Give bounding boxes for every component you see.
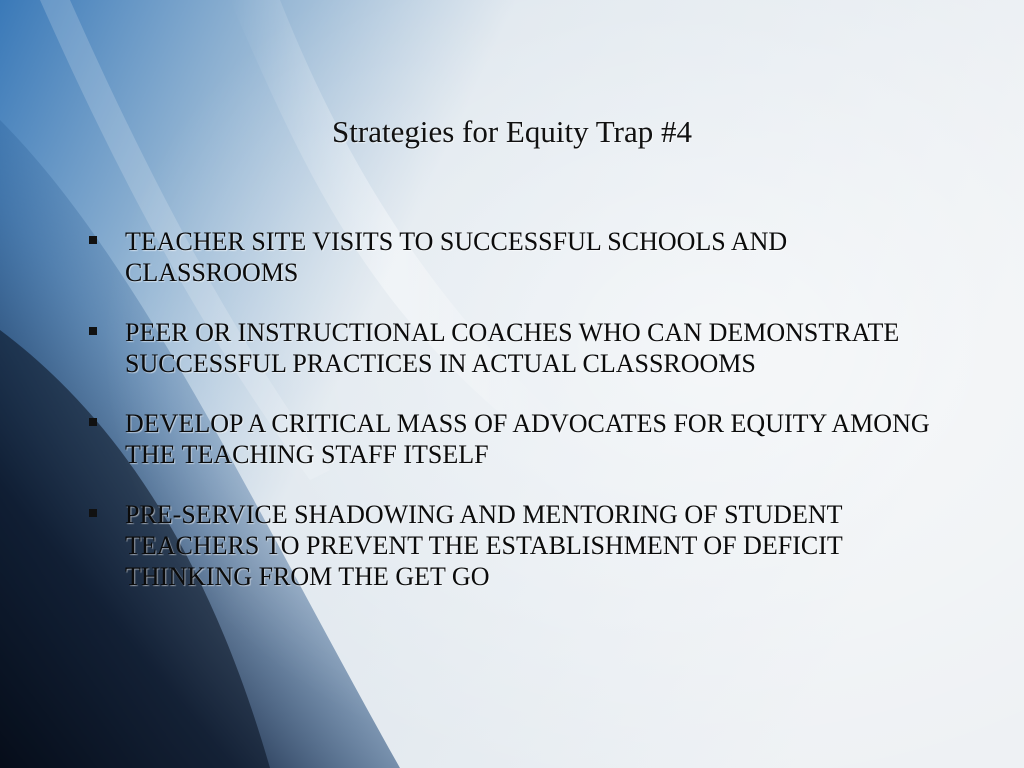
bullet-item — [88, 317, 938, 379]
square-bullet-icon — [89, 418, 97, 426]
square-bullet-icon — [89, 509, 97, 517]
bullet-text: DEVELOP A CRITICAL MASS OF ADVOCATES FOR EQUITY AMONG THE TEACHING STAFF ITSELF — [125, 409, 930, 469]
bullet-list — [88, 226, 938, 621]
bullet-text: PEER OR INSTRUCTIONAL COACHES WHO CAN DEMONSTRATE SUCCESSFUL PRACTICES IN ACTUAL CLASSROOMS — [125, 318, 900, 378]
bullet-item — [88, 499, 938, 592]
bullet-text: TEACHER SITE VISITS TO SUCCESSFUL SCHOOLS AND CLASSROOMS — [125, 227, 788, 287]
bullet-item — [88, 226, 938, 288]
square-bullet-icon — [89, 327, 97, 335]
slide-title: Strategies for Equity Trap #4 — [332, 114, 692, 149]
bullet-text: PRE-SERVICE SHADOWING AND MENTORING OF STUDENT TEACHERS TO PREVENT THE ESTABLISHMENT OF DEFICIT THINKING FROM THE GET GO — [125, 500, 843, 591]
bullet-item — [88, 408, 938, 470]
square-bullet-icon — [89, 236, 97, 244]
